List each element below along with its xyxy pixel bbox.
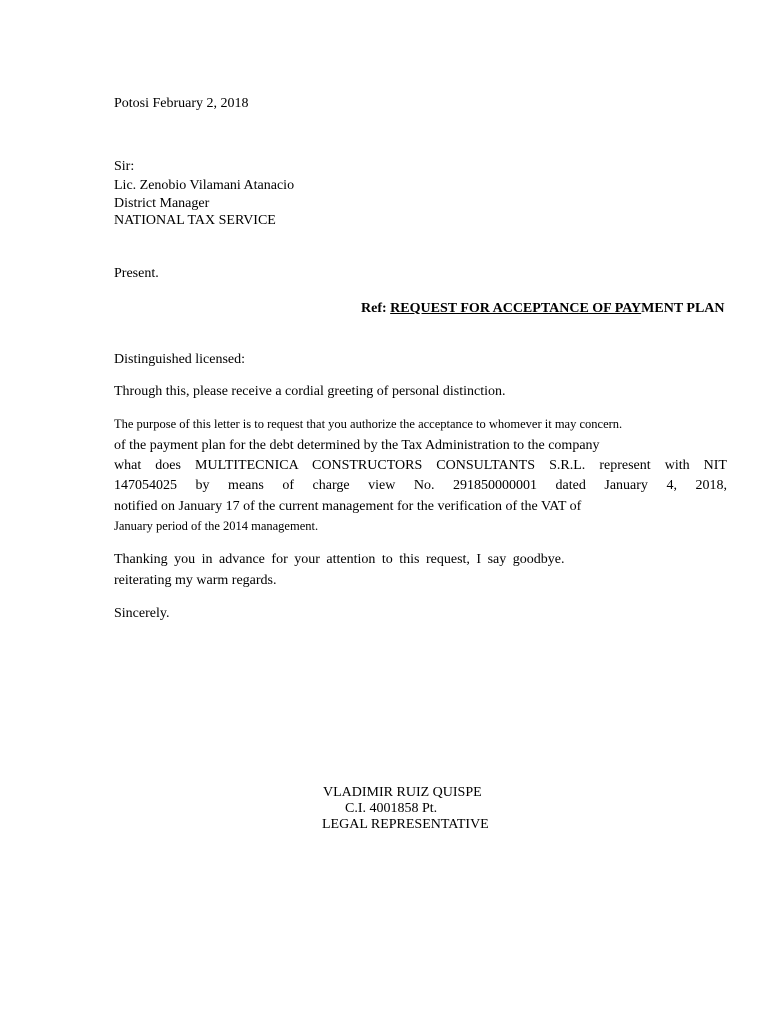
place-date: Potosi February 2, 2018 (114, 96, 249, 111)
signatory-role: LEGAL REPRESENTATIVE (322, 817, 489, 832)
closing-line-1: Thanking you in advance for your attention to this request, I say goodbye. (114, 552, 565, 567)
body-line-5: notified on January 17 of the current management for the verification of the VAT of (114, 499, 582, 514)
recipient-title: District Manager (114, 196, 210, 211)
recipient-name: Lic. Zenobio Vilamani Atanacio (114, 178, 295, 193)
body-line-4: 147054025 by means of charge view No. 291850000001 dated January 4, 2018, (114, 478, 727, 493)
signatory-id: C.I. 4001858 Pt. (345, 801, 438, 816)
reference-line (361, 300, 725, 317)
salutation: Sir: (114, 159, 135, 174)
reference-title-underlined: REQUEST FOR ACCEPTANCE OF PAY (390, 301, 642, 316)
greeting: Distinguished licensed: (114, 352, 246, 367)
reference-title-rest: MENT PLAN (641, 301, 725, 316)
body-line-3: what does MULTITECNICA CONSTRUCTORS CONSULTANTS S.R.L. represent with NIT (114, 458, 727, 473)
sign-off: Sincerely. (114, 606, 170, 621)
present-line: Present. (114, 266, 159, 281)
body-line-6: January period of the 2014 management. (114, 519, 319, 533)
closing-line-2: reiterating my warm regards. (114, 573, 277, 588)
body-line-1: The purpose of this letter is to request that you authorize the acceptance to whomever it may concern. (114, 417, 623, 431)
reference-label: Ref: (361, 301, 387, 316)
signatory-name: VLADIMIR RUIZ QUISPE (323, 785, 482, 800)
body-line-2: of the payment plan for the debt determined by the Tax Administration to the company (114, 438, 600, 453)
opening-paragraph: Through this, please receive a cordial greeting of personal distinction. (114, 384, 506, 399)
recipient-org: NATIONAL TAX SERVICE (114, 213, 276, 228)
